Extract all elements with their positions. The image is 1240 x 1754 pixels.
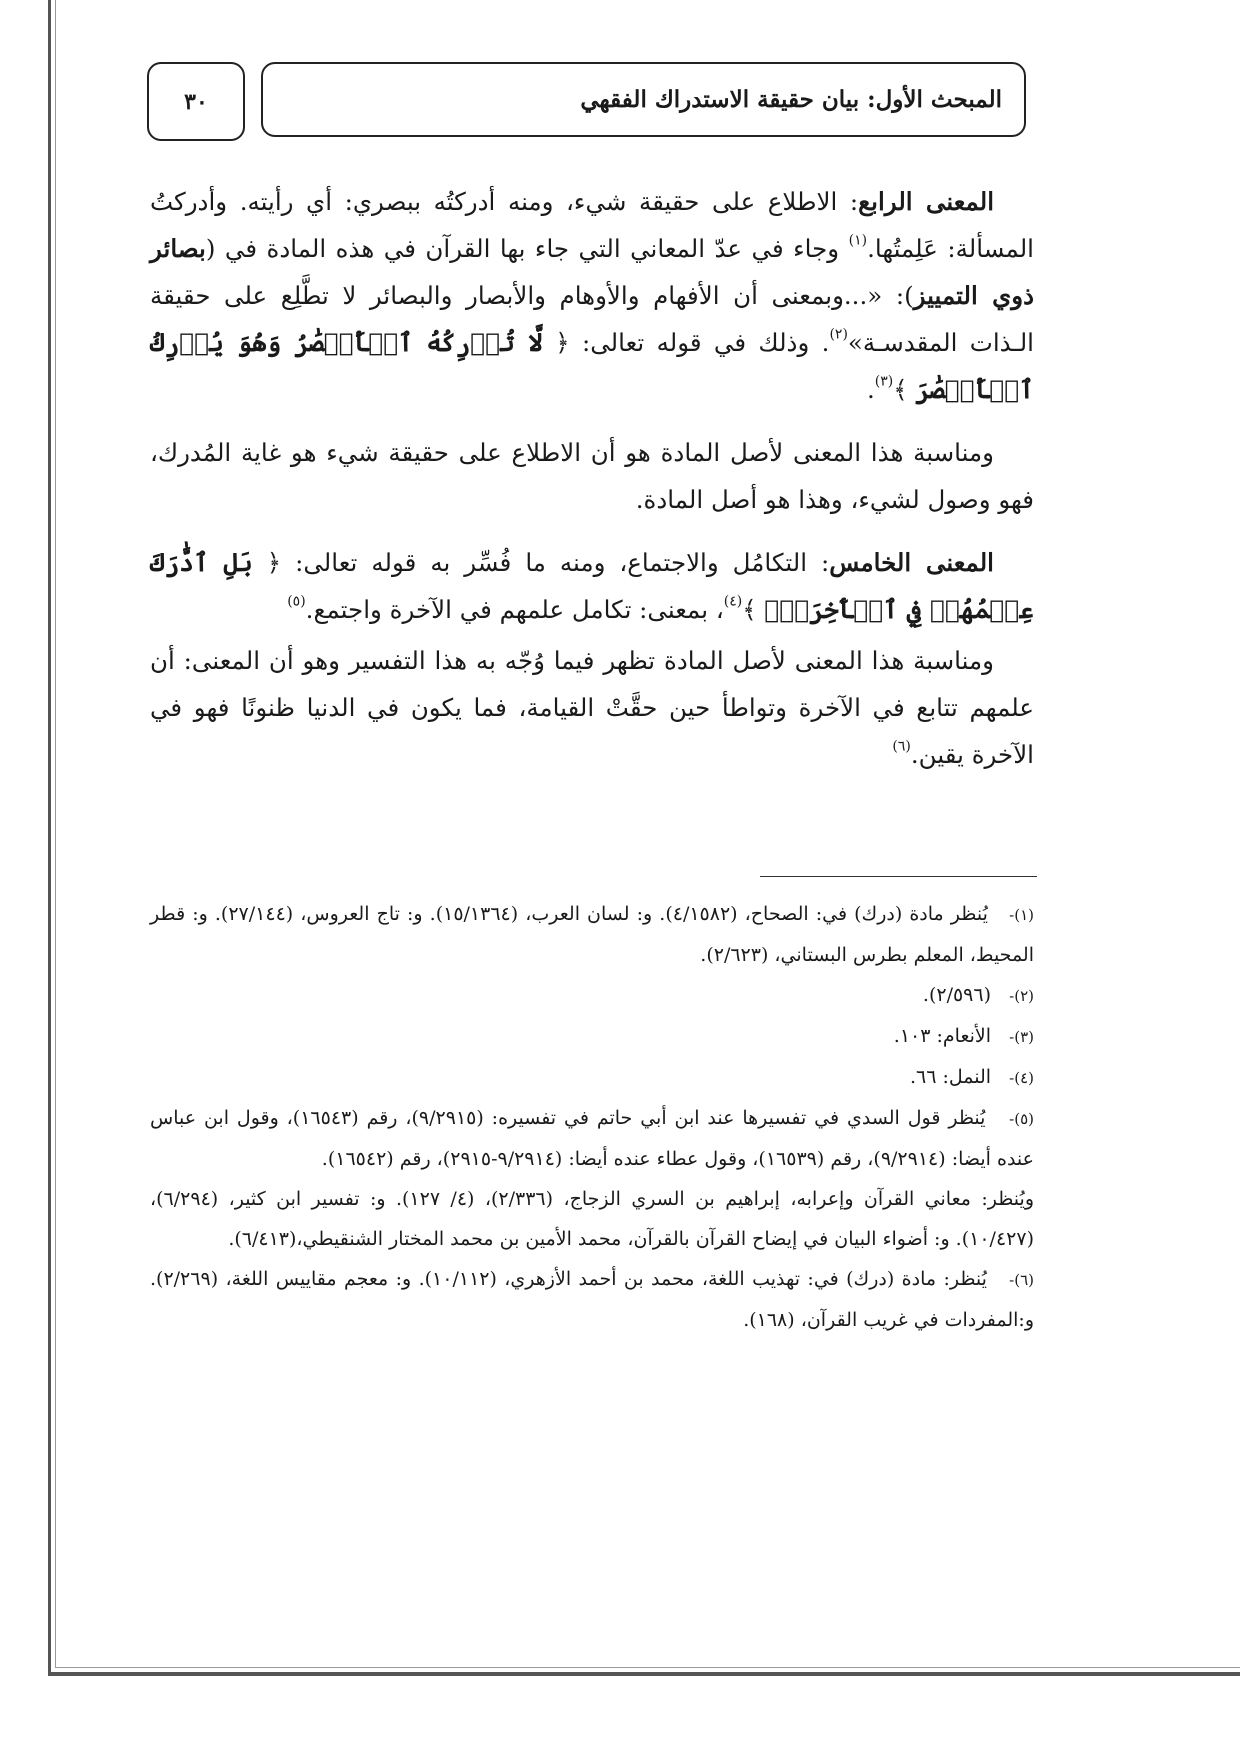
footnote-ref-2[interactable]: (٢) — [829, 326, 848, 343]
book-title: بصائر ذوي التمييز — [150, 234, 1034, 310]
footnote-ref-1[interactable]: (١) — [848, 232, 868, 249]
footnote-ref-4[interactable]: (٤) — [723, 593, 743, 610]
footnote-1 — [150, 894, 1034, 975]
main-text — [150, 178, 1034, 778]
footnote-5-continued — [150, 1179, 1034, 1259]
footnote-text: النمل: ٦٦. — [909, 1066, 992, 1088]
footnote-6 — [150, 1259, 1034, 1340]
footnote-mark: (٥)- — [1009, 1110, 1034, 1128]
footnote-mark: (٦)- — [1009, 1271, 1034, 1289]
p3-text-b: ﴾ — [742, 595, 765, 624]
paragraph-relevance-fifth — [150, 637, 1034, 778]
footnote-text: يُنظر: مادة (درك) في: تهذيب اللغة، محمد بن أحمد الأزهري، (١٠/١١٢). و: معجم مقاييس اللغة، (٢/٢٦٩). و:المفردات في غريب القرآن، (١٦٨). — [150, 1268, 1034, 1331]
footnote-separator — [760, 876, 1037, 877]
p1-text-a: : الاطلاع على حقيقة شيء، ومنه أدركتُه ببصري: أي رأيته. وأدركتُ المسألة: عَلِمتُها. — [150, 187, 1034, 263]
footnote-ref-5[interactable]: (٥) — [287, 593, 306, 610]
p1-text-c: ): «...وبمعنى أن الأفهام والأوهام والأبصار والبصائر لا تطَّلِع على حقيقة الـذات المقدسـة» — [150, 281, 1034, 357]
paragraph-fifth-meaning — [150, 539, 1034, 633]
footnote-2 — [150, 975, 1034, 1016]
footnote-ref-6[interactable]: (٦) — [892, 738, 911, 755]
page-header — [147, 62, 1030, 141]
fourth-meaning-label: المعنى الرابع — [858, 187, 994, 216]
footnote-3 — [150, 1016, 1034, 1057]
quran-verse-2: بَلِ ٱدَّٰرَكَ عِلۡمُهُمۡ فِي ٱلۡأٓخِرَةِۚ — [150, 548, 1034, 624]
p3-text-a: : التكامُل والاجتماع، ومنه ما فُسِّر به قوله تعالى: ﴿ — [252, 548, 830, 577]
p1-text-e: ﴾ — [893, 375, 916, 404]
footnote-text: ويُنظر: معاني القرآن وإعرابه، إبراهيم بن السري الزجاج، (٢/٣٣٦)، (٤/ ١٢٧). و: تفسير ابن كثير، (٦/٢٩٤)، (١٠/٤٢٧). و: أضواء البيان في إيضاح القرآن بالقرآن، محمد الأمين بن محمد المختار الشنقيطي،(٦/٤١٣). — [150, 1188, 1034, 1250]
footnote-mark: (١)- — [1009, 906, 1034, 924]
p1-text-b: وجاء في عدّ المعاني التي جاء بها القرآن في هذه المادة في ( — [205, 234, 849, 263]
footnotes — [150, 894, 1034, 1340]
paragraph-fourth-meaning — [150, 178, 1034, 413]
footnote-mark: (٣)- — [1009, 1028, 1034, 1046]
footnote-mark: (٤)- — [1009, 1069, 1034, 1087]
footnote-text: يُنظر قول السدي في تفسيرها عند ابن أبي حاتم في تفسيره: (٩/٢٩١٥)، رقم (١٦٥٤٣)، وقول ابن عباس عنده أيضا: (٩/٢٩١٤)، رقم (١٦٥٣٩)، وقول عطاء عنده أيضا: (٩/٢٩١٤-٢٩١٥)، رقم (١٦٥٤٢). — [150, 1107, 1034, 1170]
footnote-text: الأنعام: ١٠٣. — [893, 1025, 992, 1047]
fifth-meaning-label: المعنى الخامس — [829, 548, 994, 577]
section-title: المبحث الأول: بيان حقيقة الاستدراك الفقهي — [261, 62, 1026, 137]
p1-text-d: . وذلك في قوله تعالى: ﴿ — [542, 328, 830, 357]
footnote-4 — [150, 1057, 1034, 1098]
p3-text-c: ، بمعنى: تكامل علمهم في الآخرة واجتمع. — [305, 595, 724, 624]
footnote-ref-3[interactable]: (٣) — [874, 373, 894, 390]
page-number: ٣٠ — [147, 62, 245, 141]
quran-verse-1: لَّا تُدۡرِكُهُ ٱلۡأَبۡصَٰرُ وَهُوَ يُدۡرِكُ ٱلۡأَبۡصَٰرَ — [150, 328, 1034, 404]
footnote-text: (٢/٥٩٦). — [922, 984, 992, 1006]
p1-text-f: . — [866, 375, 875, 404]
p4-text: ومناسبة هذا المعنى لأصل المادة تظهر فيما وُجّه به هذا التفسير وهو أن المعنى: أن علمهم تتابع في الآخرة وتواطأ حين حقَّتْ القيامة، فما يكون في الدنيا ظنونًا فهو في الآخرة يقين. — [150, 646, 1034, 769]
footnote-5 — [150, 1098, 1034, 1179]
paragraph-relevance-fourth: ومناسبة هذا المعنى لأصل المادة هو أن الاطلاع على حقيقة شيء هو غاية المُدرك، فهو وصول لشيء، وهذا هو أصل المادة. — [150, 438, 1034, 514]
footnote-mark: (٢)- — [1009, 987, 1034, 1005]
footnote-text: يُنظر مادة (درك) في: الصحاح، (٤/١٥٨٢). و: لسان العرب، (١٥/١٣٦٤). و: تاج العروس، (٢٧/١٤٤). و: قطر المحيط، المعلم بطرس البستاني، (٢/٦٢٣). — [150, 903, 1034, 966]
